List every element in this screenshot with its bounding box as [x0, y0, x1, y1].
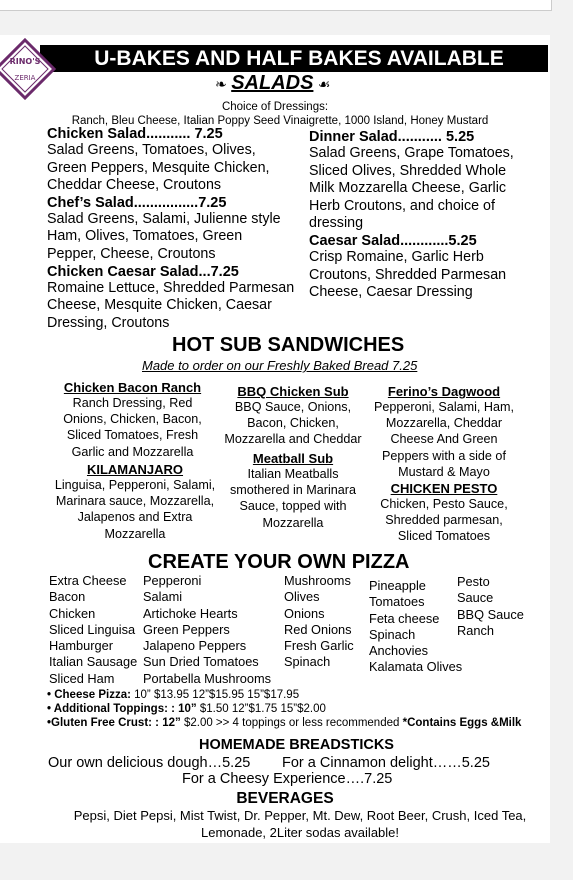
salad-desc-line: Cheese, Mesquite Chicken, Caesar [47, 297, 272, 314]
price-line-gluten-free [47, 716, 521, 730]
subs-subtitle: Made to order on our Freshly Baked Bread 7.25 [142, 358, 418, 373]
sauce: Ranch [457, 622, 494, 638]
topping: Italian Sausage [49, 654, 138, 670]
salad-desc-line: Crisp Romaine, Garlic Herb [309, 248, 484, 265]
topping: Sliced Linguisa [49, 621, 136, 637]
price-label: • Additional Toppings: : 10” [47, 703, 197, 715]
salad-name: Chicken Salad........... 7.25 [47, 126, 223, 142]
sub-desc-line: smothered in Marinara [230, 483, 356, 498]
sub-desc-line: Pepperoni, Salami, Ham, [374, 400, 514, 414]
pizza-sauces-col5 [457, 574, 524, 639]
sub-desc-line: Cheese And Green [390, 432, 498, 447]
breadsticks-line1: Our own delicious dough…5.25 [48, 755, 251, 771]
swirl-left-icon: ❧ [215, 76, 227, 92]
sub-desc-line: Chicken, Pesto Sauce, [380, 497, 508, 511]
price-values: $2.00 >> 4 toppings or less recommended [183, 717, 400, 729]
price-line-toppings [47, 702, 521, 716]
topping: Bacon [49, 589, 86, 605]
salad-desc-line: Croutons, Shredded Parmesan [309, 266, 507, 283]
svg-text:RINO'S: RINO'S [9, 57, 41, 66]
sub-desc-line: Sliced Tomatoes [397, 529, 491, 544]
allergen-note: *Contains Eggs &Milk [402, 717, 522, 729]
salad-desc-line: Salad Greens, Tomatoes, Olives, [47, 142, 256, 158]
topping: Pineapple [369, 578, 426, 593]
salad-desc-line: Milk Mozzarella Cheese, Garlic [309, 180, 507, 197]
sub-name: Ferino’s Dagwood [387, 384, 501, 399]
swirl-right-icon: ☙ [317, 76, 331, 92]
sub-desc-line: Mustard & Mayo [398, 464, 490, 479]
sauce: Sauce [457, 590, 494, 606]
beverages-line2: Lemonade, 2Liter sodas available! [200, 825, 400, 840]
price-label: •Gluten Free Crust: : 12” [47, 717, 181, 729]
sub-desc-line: Peppers with a side of [382, 448, 506, 463]
sub-kilamanjaro [40, 462, 230, 542]
topping: Feta cheese [369, 610, 440, 626]
sub-desc-line: Ranch Dressing, Red [72, 396, 193, 410]
price-line-cheese [47, 688, 521, 702]
pizza-toppings-col3 [284, 573, 354, 671]
topping: Sun Dried Tomatoes [143, 654, 259, 670]
sauce: BBQ Sauce [457, 606, 524, 622]
salad-desc-line: Pepper, Cheese, Croutons [47, 245, 216, 262]
sub-bbq-chicken [218, 384, 368, 448]
salad-desc-line: Green Peppers, Mesquite Chicken, [47, 159, 270, 176]
salad-name: Chicken Caesar Salad...7.25 [47, 263, 239, 280]
salad-desc-line: Herb Croutons, and choice of [309, 197, 495, 214]
sub-desc-line: Mozzarella [104, 526, 166, 541]
ferinos-logo [0, 38, 56, 100]
sub-meatball [218, 451, 368, 531]
salad-desc-line: Salad Greens, Grape Tomatoes, [309, 145, 514, 161]
pizza-toppings-col4 [369, 578, 462, 676]
dressing-title: Choice of Dressings: [221, 101, 329, 113]
breadsticks-title: HOMEMADE BREADSTICKS [199, 737, 394, 753]
sub-desc-line: Mozzarella, Cheddar [385, 416, 503, 431]
sub-name: Meatball Sub [252, 451, 334, 466]
beverages-title: BEVERAGES [236, 790, 334, 807]
topping: Red Onions [284, 621, 352, 637]
sub-desc-line: Garlic and Mozzarella [71, 444, 194, 459]
subs-title: HOT SUB SANDWICHES [172, 334, 405, 356]
salad-desc-line: Romaine Lettuce, Shredded Parmesan [47, 279, 295, 296]
salads-left-column [47, 126, 307, 332]
price-values: $1.50 12”$1.75 15”$2.00 [199, 703, 326, 715]
topping: Anchovies [369, 643, 429, 659]
topping: Fresh Garlic [284, 638, 354, 654]
topping: Mushrooms [284, 573, 351, 588]
salad-name: Chef’s Salad................7.25 [47, 194, 227, 211]
beverages-line1: Pepsi, Diet Pepsi, Mist Twist, Dr. Pepper, Mt. Dew, Root Beer, Crush, Iced Tea, [73, 808, 527, 823]
sauce: Pesto [457, 574, 490, 589]
banner: U-BAKES AND HALF BAKES AVAILABLE [40, 45, 548, 72]
salad-name: Dinner Salad........... 5.25 [309, 129, 475, 145]
sub-desc-line: Linguisa, Pepperoni, Salami, [54, 478, 216, 492]
sub-desc-line: Jalapenos and Extra [77, 510, 193, 525]
sub-name: CHICKEN PESTO [390, 481, 498, 496]
topping: Sliced Ham [49, 670, 115, 686]
sub-chicken-bacon-ranch [40, 380, 225, 460]
salad-desc-line: Salad Greens, Salami, Julienne style [47, 210, 281, 227]
salad-desc-line: Dressing, Croutons [47, 314, 170, 331]
topping: Hamburger [49, 638, 114, 654]
salads-title: SALADS [231, 72, 314, 94]
sub-desc-line: Mozzarella and Cheddar [224, 432, 362, 447]
sub-desc-line: Sauce, topped with [239, 499, 347, 514]
topping: Artichoke Hearts [143, 605, 238, 621]
breadsticks-line3: For a Cheesy Experience….7.25 [182, 771, 393, 787]
topping: Pepperoni [143, 573, 202, 588]
dressing-list: Ranch, Bleu Cheese, Italian Poppy Seed Vinaigrette, 1000 Island, Honey Mustard [71, 115, 489, 127]
sub-desc-line: Sliced Tomatoes, Fresh [66, 428, 199, 443]
salad-desc-line: dressing [309, 215, 364, 232]
salad-desc-line: Cheese, Caesar Dressing [309, 284, 473, 301]
topping: Spinach [284, 654, 331, 670]
pizza-toppings-col1 [49, 573, 137, 687]
pizza-title: CREATE YOUR OWN PIZZA [148, 551, 410, 573]
sub-ferinos-dagwood [366, 384, 522, 480]
topping: Portabella Mushrooms [143, 670, 272, 686]
sub-desc-line: Marinara sauce, Mozzarella, [55, 494, 215, 509]
salad-desc-line: Sliced Olives, Shredded Whole [309, 162, 507, 179]
salads-heading [215, 72, 355, 95]
sub-name: Chicken Bacon Ranch [63, 380, 202, 395]
topping: Jalapeno Peppers [143, 638, 247, 654]
sub-name: KILAMANJARO [86, 462, 184, 477]
salad-desc-line: Ham, Olives, Tomatoes, Green [47, 228, 243, 245]
sub-name: BBQ Chicken Sub [237, 384, 349, 399]
sub-desc-line: BBQ Sauce, Onions, [234, 400, 352, 414]
sub-desc-line: Italian Meatballs [247, 467, 339, 481]
topping: Chicken [49, 605, 96, 621]
previous-page-edge [0, 0, 552, 11]
salad-desc-line: Cheddar Cheese, Croutons [47, 177, 222, 194]
sub-chicken-pesto [366, 481, 522, 545]
sub-desc-line: Bacon, Chicken, [247, 416, 339, 431]
pizza-toppings-col2 [143, 573, 271, 687]
topping: Salami [143, 589, 183, 605]
breadsticks-line2: For a Cinnamon delight……5.25 [282, 755, 490, 771]
topping: Extra Cheese [49, 573, 127, 588]
salads-right-column [309, 129, 549, 302]
price-label: • Cheese Pizza: [47, 689, 131, 701]
topping: Kalamata Olives [369, 659, 463, 675]
pizza-pricing [47, 688, 521, 730]
sub-desc-line: Mozzarella [262, 515, 324, 530]
sub-desc-line: Onions, Chicken, Bacon, [63, 412, 202, 427]
sub-desc-line: Shredded parmesan, [385, 513, 503, 528]
price-values: 10” $13.95 12”$15.95 15”$17.95 [134, 689, 300, 701]
topping: Olives [284, 589, 320, 605]
topping: Onions [284, 605, 325, 621]
topping: Spinach [369, 626, 416, 642]
topping: Tomatoes [369, 594, 425, 610]
topping: Green Peppers [143, 621, 230, 637]
salad-name: Caesar Salad............5.25 [309, 232, 477, 249]
svg-text:ZERIA: ZERIA [14, 74, 36, 82]
